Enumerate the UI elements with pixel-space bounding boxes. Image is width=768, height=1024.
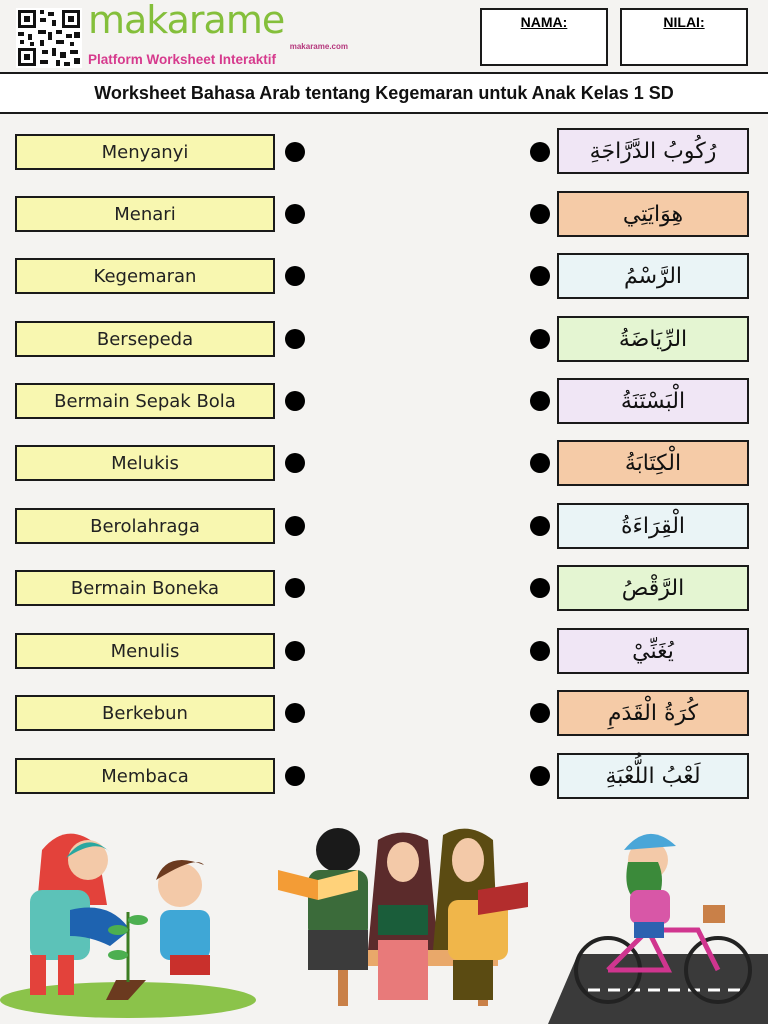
left-dot[interactable] — [285, 266, 305, 286]
right-dot[interactable] — [530, 641, 550, 661]
right-dot[interactable] — [530, 266, 550, 286]
left-item[interactable]: Menulis — [15, 633, 275, 669]
right-item[interactable]: كُرَةُ الْقَدَمِ — [557, 690, 749, 736]
worksheet-title: Worksheet Bahasa Arab tentang Kegemaran untuk Anak Kelas 1 SD — [94, 82, 674, 103]
right-dot[interactable] — [530, 391, 550, 411]
left-dot[interactable] — [285, 578, 305, 598]
right-item[interactable]: رُكُوبُ الدَّرَّاجَةِ — [557, 128, 749, 174]
brand-logo — [88, 2, 358, 68]
right-dot[interactable] — [530, 703, 550, 723]
right-dot[interactable] — [530, 766, 550, 786]
left-item[interactable]: Bermain Boneka — [15, 570, 275, 606]
left-item[interactable]: Menari — [15, 196, 275, 232]
left-item[interactable]: Bersepeda — [15, 321, 275, 357]
left-item[interactable]: Melukis — [15, 445, 275, 481]
left-dot[interactable] — [285, 329, 305, 349]
brand-url: makarame.com — [289, 42, 348, 51]
gardening-children-illustration — [0, 810, 260, 1024]
left-dot[interactable] — [285, 516, 305, 536]
qr-code-icon — [16, 8, 82, 68]
right-dot[interactable] — [530, 329, 550, 349]
left-dot[interactable] — [285, 142, 305, 162]
brand-tagline: Platform Worksheet Interaktif — [88, 52, 277, 67]
cycling-child-illustration — [548, 810, 768, 1024]
right-dot[interactable] — [530, 204, 550, 224]
left-dot[interactable] — [285, 453, 305, 473]
right-dot[interactable] — [530, 516, 550, 536]
reading-children-illustration — [268, 810, 538, 1024]
worksheet-title-bar — [0, 72, 768, 114]
right-dot[interactable] — [530, 578, 550, 598]
right-dot[interactable] — [530, 142, 550, 162]
right-item[interactable]: الرِّيَاضَةُ — [557, 316, 749, 362]
left-dot[interactable] — [285, 703, 305, 723]
name-box[interactable] — [480, 8, 608, 66]
left-item[interactable]: Bermain Sepak Bola — [15, 383, 275, 419]
right-item[interactable]: الْكِتَابَةُ — [557, 440, 749, 486]
left-dot[interactable] — [285, 391, 305, 411]
left-dot[interactable] — [285, 204, 305, 224]
left-item[interactable]: Berolahraga — [15, 508, 275, 544]
left-item[interactable]: Berkebun — [15, 695, 275, 731]
right-item[interactable]: الْبَسْتَنَةُ — [557, 378, 749, 424]
right-item[interactable]: الْقِرَاءَةُ — [557, 503, 749, 549]
right-dot[interactable] — [530, 453, 550, 473]
grade-box[interactable] — [620, 8, 748, 66]
left-item[interactable]: Membaca — [15, 758, 275, 794]
right-item[interactable]: يُغَنِّيْ — [557, 628, 749, 674]
right-item[interactable]: الرَّقْصُ — [557, 565, 749, 611]
right-item[interactable]: هِوَايَتِي — [557, 191, 749, 237]
left-item[interactable]: Menyanyi — [15, 134, 275, 170]
right-item[interactable]: لَعْبُ اللُّعْبَةِ — [557, 753, 749, 799]
brand-name: makarame — [88, 0, 285, 42]
grade-label: NILAI: — [663, 14, 705, 30]
left-dot[interactable] — [285, 641, 305, 661]
right-item[interactable]: الرَّسْمُ — [557, 253, 749, 299]
left-dot[interactable] — [285, 766, 305, 786]
left-item[interactable]: Kegemaran — [15, 258, 275, 294]
name-label: NAMA: — [520, 14, 568, 30]
